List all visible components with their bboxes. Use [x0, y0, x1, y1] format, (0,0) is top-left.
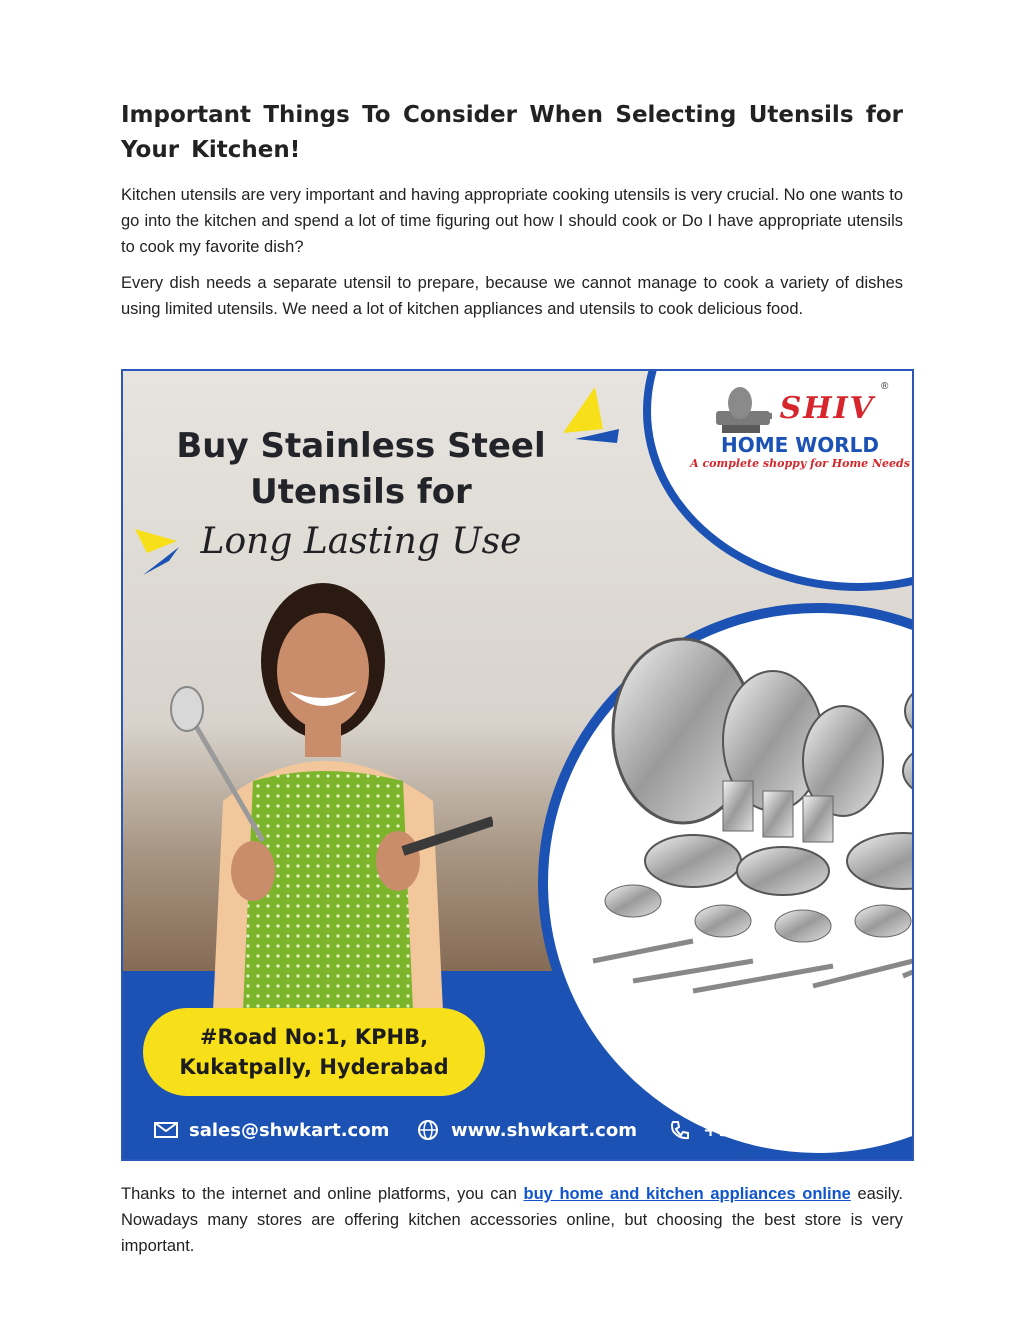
headline-line-1: Buy Stainless Steel [176, 426, 546, 466]
paragraph-online-before: Thanks to the internet and online platforms, you can [121, 1185, 524, 1203]
article-footer [121, 1181, 903, 1269]
envelope-icon [153, 1119, 179, 1141]
contact-website [415, 1119, 637, 1141]
store-address-badge [143, 1008, 485, 1096]
address-line-1: #Road No:1, KPHB, [199, 1025, 429, 1049]
paragraph-online [121, 1181, 903, 1259]
headline-line-2: Utensils for [250, 472, 472, 512]
contact-email [153, 1119, 389, 1141]
registered-mark: ® [880, 381, 889, 392]
shiv-home-world-logo [685, 381, 914, 470]
website-text: www.shwkart.com [451, 1119, 637, 1141]
paragraph-intro: Kitchen utensils are very important and having appropriate cooking utensils is very crucial. No one wants to go into the kitchen and spend a lot of time figuring out how I should cook or Do I have appropriate utensils to cook my favorite dish? [121, 186, 903, 256]
headline-line-3: Long Lasting Use [200, 521, 522, 562]
brand-name: SHIV [779, 390, 875, 426]
contact-phone [667, 1119, 875, 1141]
article-body [121, 98, 903, 332]
brand-tagline: A complete shoppy for Home Needs [690, 457, 910, 470]
paragraph-online-after: easily. Nowadays many stores are offering kitchen accessories online, but choosing the best store is very important. [121, 1185, 903, 1255]
buy-appliances-online-link[interactable]: buy home and kitchen appliances online [523, 1185, 851, 1203]
email-text: sales@shwkart.com [189, 1119, 390, 1141]
woman-with-ladle-image [163, 571, 493, 1011]
banner-headline [151, 423, 571, 565]
article-title: Important Things To Consider When Selecting Utensils for Your Kitchen! [121, 102, 903, 163]
paragraph-variety: Every dish needs a separate utensil to prepare, because we cannot manage to cook a variety of dishes using limited utensils. We need a lot of kitchen appliances and utensils to cook delicious food. [121, 274, 903, 318]
lingam-logo-icon [712, 381, 774, 435]
phone-icon [667, 1119, 693, 1141]
brand-subtitle: HOME WORLD [720, 433, 880, 457]
phone-text: +91 9133704440 [703, 1119, 875, 1141]
address-line-2: Kukatpally, Hyderabad [179, 1055, 449, 1079]
promo-banner-image [121, 369, 914, 1161]
stainless-steel-utensils-image [573, 631, 914, 1061]
contact-bar [123, 1101, 912, 1161]
globe-icon [415, 1119, 441, 1141]
